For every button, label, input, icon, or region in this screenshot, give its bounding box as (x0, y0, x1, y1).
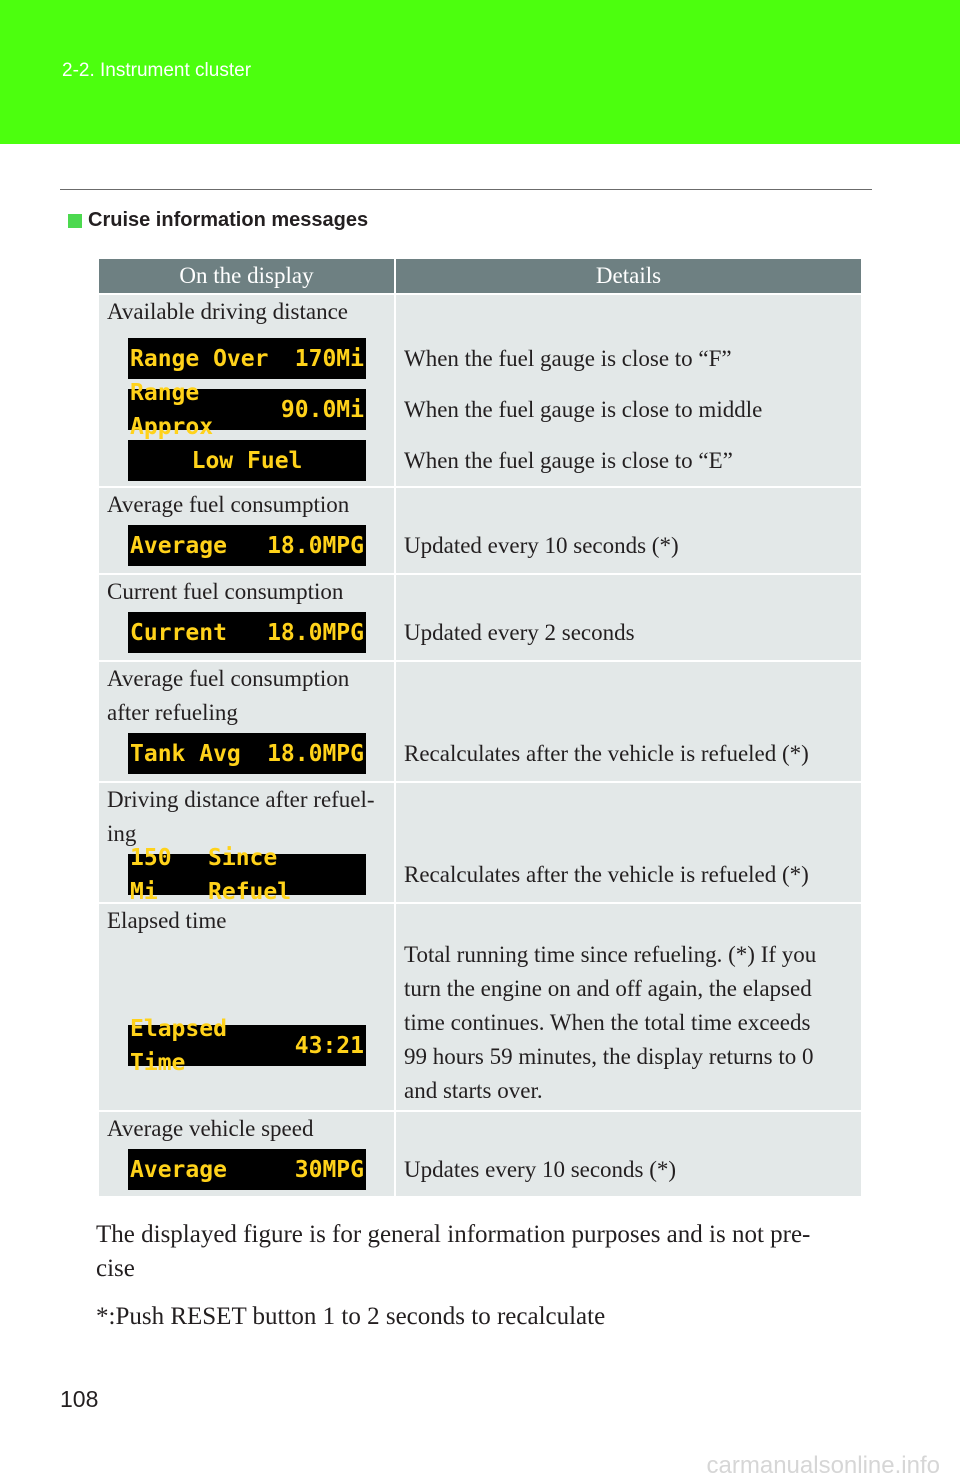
table-row (99, 574, 861, 661)
row-label: Average fuel consumption (107, 492, 350, 517)
lcd-right: Since Refuel (208, 844, 292, 905)
row-detail: Updated every 10 seconds (*) (404, 532, 679, 558)
lcd-display (128, 440, 366, 481)
lcd-display (128, 338, 366, 379)
row-detail-line: 99 hours 59 minutes, the display returns to 0 (404, 1044, 814, 1069)
row-detail: Updates every 10 seconds (*) (404, 1156, 677, 1182)
section-label: 2-2. Instrument cluster (62, 60, 252, 81)
square-bullet-icon (68, 214, 82, 228)
lcd-display (128, 844, 366, 905)
row-label: Available driving distance (107, 299, 348, 324)
table-header-row (99, 259, 861, 294)
page-number: 108 (60, 1386, 99, 1412)
col-header-details: Details (395, 259, 861, 294)
row-detail-line: time continues. When the total time exceeds (404, 1010, 811, 1035)
row-label: Average vehicle speed (107, 1116, 314, 1141)
note-line-3: *:Push RESET button 1 to 2 seconds to recalculate (96, 1303, 606, 1330)
lcd-right: 43:21 (294, 1032, 364, 1059)
section-divider (60, 189, 872, 190)
table-row (99, 661, 861, 782)
row-detail-line: Total running time since refueling. (*) If you (404, 942, 817, 967)
row-detail: When the fuel gauge is close to middle (404, 396, 763, 422)
row-label-line-2: ing (107, 821, 137, 846)
lcd-left: Low Fuel (191, 447, 303, 474)
lcd-left: Elapsed Time (130, 1015, 227, 1076)
row-detail-line: turn the engine on and off again, the elapsed (404, 976, 812, 1001)
subhead-text: Cruise information messages (88, 209, 369, 231)
lcd-right: 18.0MPG (267, 619, 364, 646)
lcd-display (128, 612, 366, 653)
lcd-right: 18.0MPG (267, 532, 364, 559)
row-label: Elapsed time (107, 908, 227, 933)
row-detail: Recalculates after the vehicle is refueled (*) (404, 861, 809, 887)
lcd-left: 150 Mi (130, 844, 172, 905)
row-detail: Recalculates after the vehicle is refueled (*) (404, 740, 809, 766)
table-row (99, 487, 861, 574)
table-row (99, 294, 861, 487)
lcd-left: Tank Avg (130, 740, 241, 767)
lcd-display (128, 1149, 366, 1190)
table-row (99, 903, 861, 1111)
subhead (68, 209, 368, 232)
lcd-display (128, 733, 366, 774)
lcd-display (128, 379, 366, 440)
lcd-left: Range Over (130, 345, 269, 372)
lcd-right: 90.0Mi (280, 396, 364, 423)
note-line-1: The displayed figure is for general information purposes and is not pre- (96, 1221, 811, 1248)
table-row (99, 1111, 861, 1196)
table-row (99, 782, 861, 903)
lcd-right: 30MPG (294, 1156, 364, 1183)
row-detail: When the fuel gauge is close to “F” (404, 345, 732, 371)
col-header-display: On the display (99, 259, 395, 294)
lcd-left: Average (130, 1156, 227, 1183)
note-line-2: cise (96, 1255, 135, 1282)
lcd-left: Current (130, 619, 227, 646)
lcd-display (128, 1015, 366, 1076)
row-label-line-2: after refueling (107, 700, 238, 725)
row-label-line-1: Driving distance after refuel- (107, 787, 375, 812)
lcd-display (128, 525, 366, 566)
lcd-left: Range Approx (130, 379, 214, 440)
lcd-left: Average (130, 532, 227, 559)
row-detail-line: and starts over. (404, 1078, 543, 1103)
cruise-info-table (99, 259, 861, 1196)
watermark: carmanualsonline.info (706, 1452, 940, 1479)
lcd-right: 170Mi (294, 345, 364, 372)
lcd-right: 18.0MPG (267, 740, 364, 767)
row-label: Current fuel consumption (107, 579, 344, 604)
row-detail: When the fuel gauge is close to “E” (404, 447, 733, 473)
row-label-line-1: Average fuel consumption (107, 666, 350, 691)
row-detail: Updated every 2 seconds (404, 619, 635, 645)
